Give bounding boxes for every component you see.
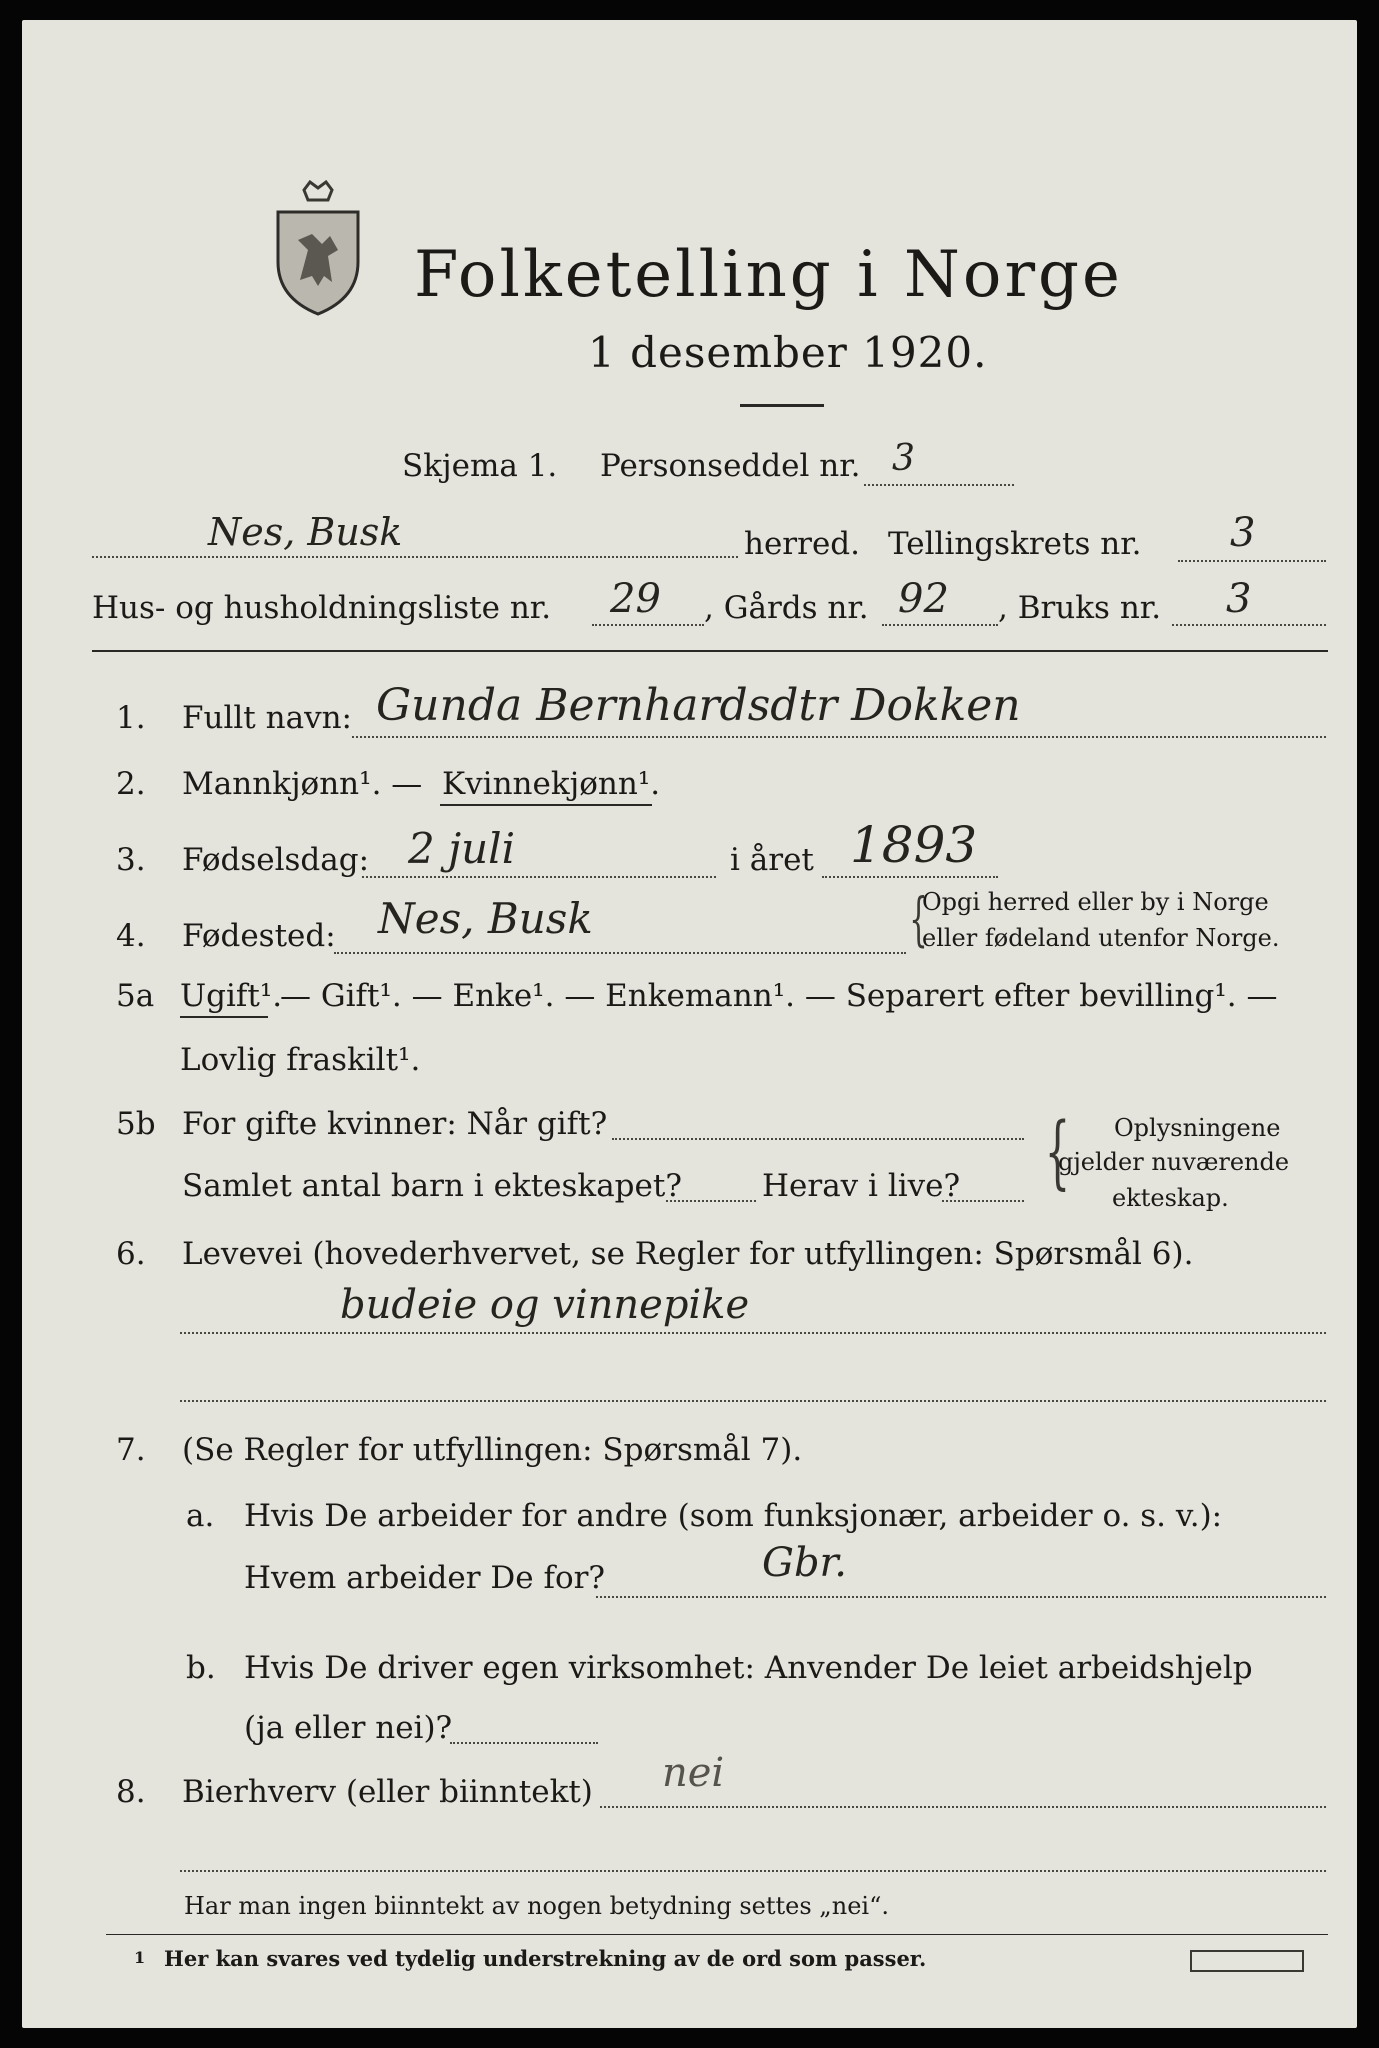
q4-label: Fødested:: [182, 918, 336, 954]
q7a-label: Hvis De arbeider for andre (som funksjonær, arbeider o. s. v.):: [244, 1498, 1223, 1534]
side-income-line-2[interactable]: [180, 1870, 1326, 1872]
header-divider: [92, 650, 1328, 652]
q7-label: (Se Regler for utfyllingen: Spørsmål 7).: [182, 1432, 803, 1468]
q3-year-label: i året: [730, 842, 814, 878]
q3-number: 3.: [116, 842, 146, 878]
birthplace-value[interactable]: Nes, Busk: [378, 894, 593, 943]
side-income-line: [600, 1806, 1326, 1808]
q2-number: 2.: [116, 766, 146, 802]
q5b-children-label: Samlet antal barn i ekteskapet?: [182, 1168, 682, 1204]
married-date-line[interactable]: [612, 1138, 1024, 1140]
footnote-mark: 1: [134, 1948, 146, 1967]
q7-number: 7.: [116, 1432, 146, 1468]
tellingskrets-line: [1178, 560, 1326, 562]
q4-note-line2: eller fødeland utenfor Norge.: [922, 924, 1280, 952]
gards-value[interactable]: 92: [898, 576, 949, 622]
form-title: Folketelling i Norge: [414, 238, 1123, 312]
marital-fraskilt-option[interactable]: Lovlig fraskilt¹.: [180, 1042, 421, 1078]
personseddel-value[interactable]: 3: [892, 438, 915, 479]
occupation-value[interactable]: budeie og vinnepike: [340, 1282, 750, 1328]
tellingskrets-value[interactable]: 3: [1230, 510, 1256, 556]
employer-line: [596, 1596, 1326, 1598]
gards-label: , Gårds nr.: [704, 590, 869, 626]
gards-line: [882, 624, 998, 626]
birthday-value[interactable]: 2 juli: [408, 824, 516, 873]
q7b-label: Hvis De driver egen virksomhet: Anvender De leiet arbeidshjelp: [244, 1650, 1253, 1686]
birth-year-line: [822, 876, 998, 878]
q7b-letter: b.: [186, 1650, 216, 1686]
schema-label: Skjema 1.: [402, 448, 558, 484]
husliste-line: [592, 624, 704, 626]
q7a-employer-label: Hvem arbeider De for?: [244, 1560, 606, 1596]
occupation-line-2[interactable]: [180, 1400, 1326, 1402]
q6-number: 6.: [116, 1236, 146, 1272]
ugift-underline: [180, 1016, 268, 1018]
q4-number: 4.: [116, 918, 146, 954]
q7b-yesno-label: (ja eller nei)?: [244, 1710, 453, 1746]
q1-label: Fullt navn:: [182, 700, 352, 736]
q3-label: Fødselsdag:: [182, 842, 370, 878]
herred-value[interactable]: Nes, Busk: [208, 510, 403, 554]
q5b-note-line3: ekteskap.: [1112, 1184, 1229, 1212]
children-count-line[interactable]: [666, 1200, 756, 1202]
printer-stamp: [1190, 1950, 1304, 1972]
footer-divider: [106, 1934, 1328, 1935]
bruks-value[interactable]: 3: [1226, 576, 1252, 622]
q4-note-line1: Opgi herred eller by i Norge: [922, 888, 1269, 916]
gender-female-underline: [440, 804, 652, 806]
q5b-alive-label: Herav i live?: [762, 1168, 961, 1204]
q7a-letter: a.: [186, 1498, 215, 1534]
personseddel-label: Personseddel nr.: [600, 448, 861, 484]
q6-label: Levevei (hovederhvervet, se Regler for utfyllingen: Spørsmål 6).: [182, 1236, 1194, 1272]
employer-value[interactable]: Gbr.: [762, 1540, 847, 1586]
bruks-label: , Bruks nr.: [998, 590, 1162, 626]
bruks-line: [1172, 624, 1326, 626]
q8-label: Bierhverv (eller biinntekt): [182, 1774, 593, 1810]
q4-note-brace: {: [909, 885, 928, 953]
census-date: 1 desember 1920.: [588, 328, 988, 377]
marital-other-options[interactable]: — Gift¹. — Enke¹. — Enkemann¹. — Separert efter bevilling¹. —: [280, 978, 1278, 1014]
marital-ugift-option[interactable]: Ugift¹.: [180, 978, 283, 1014]
q5b-married-label: For gifte kvinner: Når gift?: [182, 1106, 608, 1142]
husliste-value[interactable]: 29: [610, 576, 661, 622]
q5a-number: 5a: [116, 978, 155, 1014]
q5b-note-line1: Oplysningene: [1114, 1114, 1281, 1142]
birth-year-value[interactable]: 1893: [850, 816, 978, 874]
hired-help-line[interactable]: [450, 1742, 598, 1744]
q1-number: 1.: [116, 700, 146, 736]
birthday-line: [362, 876, 716, 878]
occupation-line-1: [180, 1332, 1326, 1334]
coat-of-arms-icon: [270, 180, 366, 320]
q5b-note-line2: gjelder nuværende: [1058, 1148, 1290, 1176]
q1-line: [352, 736, 1326, 738]
gender-female-option[interactable]: Kvinnekjønn¹.: [442, 766, 661, 802]
tellingskrets-label: Tellingskrets nr.: [888, 526, 1142, 562]
census-form-paper: [22, 20, 1357, 2028]
title-divider: [740, 404, 824, 407]
q8-number: 8.: [116, 1774, 146, 1810]
q5b-note-brace: {: [1044, 1105, 1071, 1198]
herred-label: herred.: [744, 526, 860, 562]
herred-line: [92, 556, 738, 558]
side-income-value[interactable]: nei: [662, 1750, 725, 1796]
q5b-number: 5b: [116, 1106, 156, 1142]
birthplace-line: [334, 952, 906, 954]
footnote-text: Her kan svares ved tydelig understrekning av de ord som passer.: [164, 1946, 927, 1971]
children-alive-line[interactable]: [942, 1200, 1024, 1202]
gender-male-option[interactable]: Mannkjønn¹. —: [182, 766, 423, 802]
full-name-value[interactable]: Gunda Bernhardsdtr Dokken: [376, 680, 1021, 731]
personseddel-line: [864, 484, 1014, 486]
footer-note: Har man ingen biinntekt av nogen betydning settes „nei“.: [184, 1892, 889, 1920]
husliste-label: Hus- og husholdningsliste nr.: [92, 590, 552, 626]
